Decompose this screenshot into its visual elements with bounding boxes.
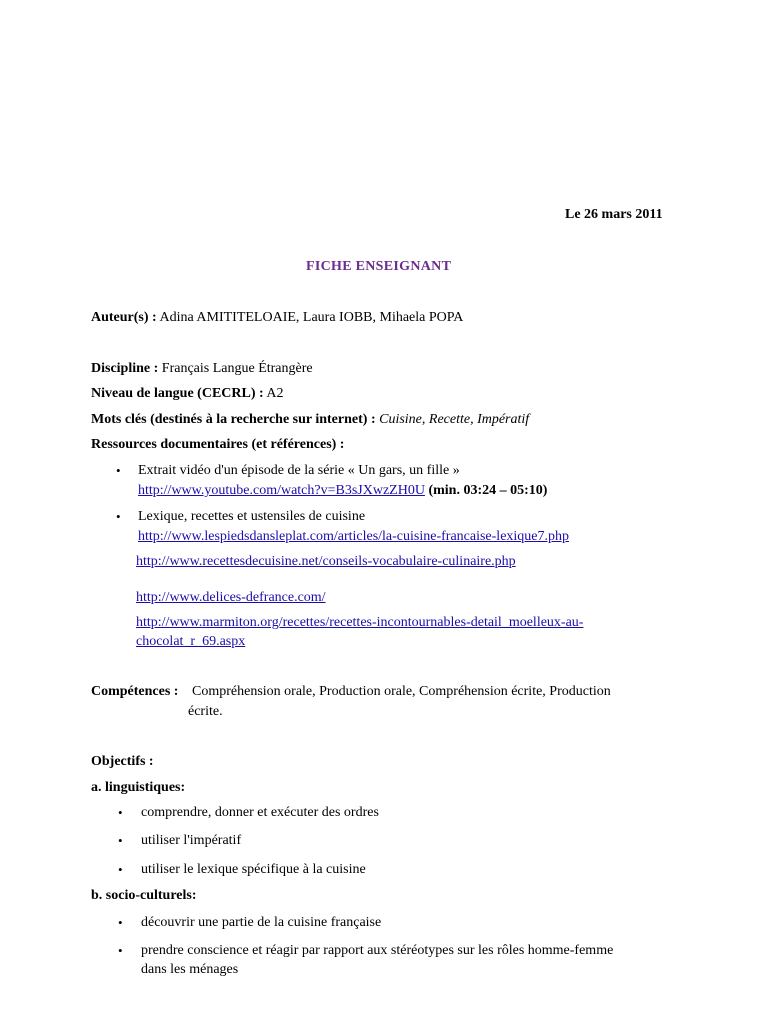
- competences-label: Compétences :: [91, 684, 179, 699]
- author-line: [91, 309, 463, 327]
- level-value: A2: [266, 386, 284, 401]
- objective-b-item-1: découvrir une partie de la cuisine française: [141, 915, 382, 930]
- document-date: Le 26 mars 2011: [565, 207, 663, 222]
- level-label: Niveau de langue (CECRL) :: [91, 386, 264, 401]
- objective-a-item-2: utiliser l'impératif: [141, 833, 242, 848]
- bullet-icon: •: [118, 805, 123, 820]
- bullet-icon: •: [118, 833, 123, 848]
- level-line: [91, 385, 284, 403]
- bullet-icon: •: [118, 915, 123, 930]
- bullet-icon: •: [118, 862, 123, 877]
- objective-a-item-1: comprendre, donner et exécuter des ordres: [141, 805, 379, 820]
- marmiton-link-line1[interactable]: http://www.marmiton.org/recettes/recettes-incontournables-detail_moelleux-au-: [136, 615, 584, 630]
- keywords-label: Mots clés (destinés à la recherche sur internet) :: [91, 412, 376, 427]
- delices-defrance-link[interactable]: http://www.delices-defrance.com/: [136, 590, 326, 605]
- discipline-value: Français Langue Étrangère: [161, 361, 313, 376]
- objective-b-item-2-line-1: prendre conscience et réagir par rapport aux stéréotypes sur les rôles homme-femme: [141, 943, 614, 958]
- objectives-b-label: b. socio-culturels:: [91, 888, 197, 903]
- objective-b-item-2-line-2: dans les ménages: [141, 962, 239, 977]
- resource-item-2-text: Lexique, recettes et ustensiles de cuisine: [138, 509, 366, 524]
- resource-item-1-links: [138, 482, 547, 500]
- lespiedsdansleplat-link[interactable]: http://www.lespiedsdansleplat.com/articles/la-cuisine-francaise-lexique7.php: [138, 529, 570, 544]
- discipline-line: [91, 360, 313, 378]
- competences-line-1: Compréhension orale, Production orale, Compréhension écrite, Production: [192, 684, 611, 699]
- keywords-line: [91, 411, 529, 429]
- keywords-value: Cuisine, Recette, Impératif: [379, 412, 530, 427]
- bullet-icon: •: [116, 509, 121, 524]
- objectives-a-label: a. linguistiques:: [91, 780, 186, 795]
- bullet-icon: •: [118, 943, 123, 958]
- video-timecode: (min. 03:24 – 05:10): [428, 483, 548, 498]
- recettesdecuisine-link[interactable]: http://www.recettesdecuisine.net/conseils-vocabulaire-culinaire.php: [136, 554, 516, 569]
- youtube-link[interactable]: http://www.youtube.com/watch?v=B3sJXwzZH0U: [138, 483, 425, 498]
- document-title: FICHE ENSEIGNANT: [306, 259, 452, 274]
- objective-a-item-3: utiliser le lexique spécifique à la cuisine: [141, 862, 366, 877]
- marmiton-link-line2[interactable]: chocolat_r_69.aspx: [136, 634, 246, 649]
- competences-line-2: écrite.: [188, 704, 223, 719]
- author-label: Auteur(s) :: [91, 310, 157, 325]
- discipline-label: Discipline :: [91, 361, 159, 376]
- bullet-icon: •: [116, 463, 121, 478]
- resources-label: Ressources documentaires (et références) :: [91, 437, 345, 452]
- resource-item-1-text: Extrait vidéo d'un épisode de la série « Un gars, un fille »: [138, 463, 460, 478]
- objectives-label: Objectifs :: [91, 754, 154, 769]
- author-value: Adina AMITITELOAIE, Laura IOBB, Mihaela POPA: [159, 310, 464, 325]
